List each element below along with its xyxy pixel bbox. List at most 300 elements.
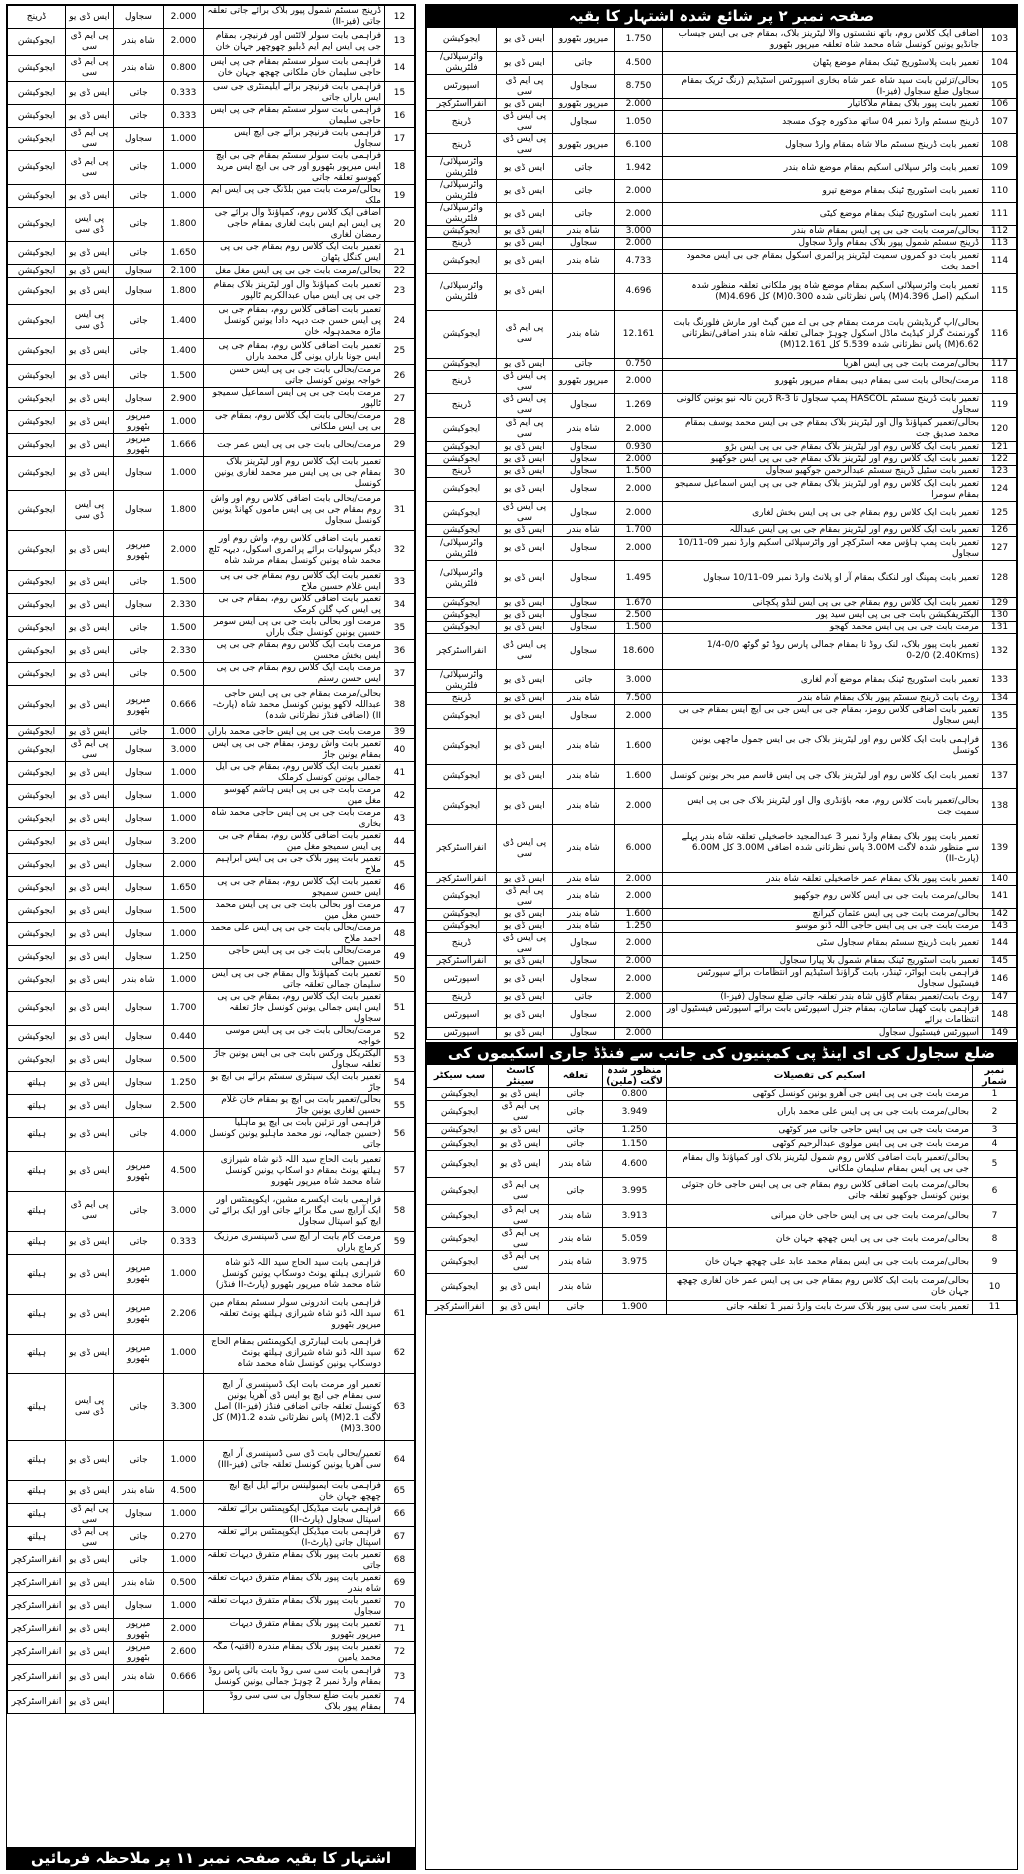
scheme-cost: 0.930 bbox=[615, 441, 663, 453]
scheme-cost: 1.000 bbox=[164, 1549, 204, 1572]
scheme-description: تعمیر بابت ایک کلاس روم بمقام جی بی پی ایس غلام حسین ملاح bbox=[204, 571, 385, 594]
scheme-number: 107 bbox=[983, 111, 1017, 134]
scheme-number: 18 bbox=[385, 151, 415, 185]
scheme-number: 41 bbox=[385, 762, 415, 785]
scheme-number: 130 bbox=[983, 609, 1017, 621]
scheme-description: تعمیر بابت ایک کلاس روم اور لیٹرینز بلاک بمقام جی بی پی ایس جوکھیو bbox=[663, 454, 983, 466]
scheme-number: 62 bbox=[385, 1334, 415, 1374]
scheme-number: 64 bbox=[385, 1440, 415, 1480]
scheme-cost: 0.800 bbox=[164, 55, 204, 82]
scheme-sub-sector: ایجوکیشن bbox=[427, 728, 497, 764]
scheme-taluka bbox=[553, 274, 615, 310]
scheme-cost-center: ایس ڈی یو bbox=[66, 808, 114, 831]
right-header-band: صفحہ نمبر ۲ پر شائع شدہ اشتہار کا بقیہ bbox=[426, 5, 1017, 27]
scheme-row bbox=[427, 1101, 1017, 1124]
scheme-number: 116 bbox=[983, 310, 1017, 358]
scheme-number: 119 bbox=[983, 393, 1017, 417]
right-scheme-table bbox=[426, 27, 1017, 1040]
scheme-description: تعمیر بابت واٹرسپلائی اسکیم بمقام موضع شاہ پور ملکانی تعلقہ منظور شدہ اسکیم (اصل 4.396(M) پاس نظرثانی شدہ 0.300(M) کل 4.696(M) bbox=[663, 274, 983, 310]
scheme-row bbox=[8, 1641, 415, 1664]
scheme-row bbox=[427, 704, 1017, 728]
scheme-description: تعمیر بابت اضافی کلاس رومز، بمقام جی بی ایس جی بی ایچ ایس بمقام جی بی ایس سجاول bbox=[663, 704, 983, 728]
scheme-sub-sector: ایجوکیشن bbox=[427, 1101, 493, 1124]
scheme-description: فراہمی بابت ایواٹر، ٹینڈر، بابت گراؤنڈ اسٹیڈیم اور انتظامات برائے سپورٹس فیسٹیول سجاول bbox=[663, 967, 983, 991]
scheme-cost: 2.000 bbox=[164, 531, 204, 571]
scheme-number: 44 bbox=[385, 831, 415, 854]
scheme-description: مرمت/بحالی بابت جی بی پی ایس موسی خواجہ bbox=[204, 1026, 385, 1049]
scheme-taluka: جاتی bbox=[553, 52, 615, 75]
scheme-number: 1 bbox=[973, 1087, 1017, 1101]
scheme-taluka: سجاول bbox=[553, 955, 615, 967]
scheme-row bbox=[8, 1572, 415, 1595]
scheme-taluka: جاتی bbox=[114, 1192, 164, 1232]
scheme-number: 136 bbox=[983, 728, 1017, 764]
scheme-description: تعمیر بابت ایک سینٹری سسٹم برائے بی ایچ یو جاڑ bbox=[204, 1072, 385, 1095]
scheme-cost: 1.250 bbox=[603, 1124, 667, 1138]
scheme-taluka: سجاول bbox=[553, 1003, 615, 1027]
scheme-cost-center: ایس ڈی یو bbox=[493, 1151, 549, 1178]
column-header: تعلقہ bbox=[549, 1064, 603, 1087]
scheme-taluka: جاتی bbox=[114, 663, 164, 686]
scheme-sub-sector: ایجوکیشن bbox=[8, 531, 66, 571]
scheme-sub-sector: ہیلتھ bbox=[8, 1526, 66, 1549]
scheme-number: 13 bbox=[385, 29, 415, 56]
scheme-description: تعمیر بابت پلاسٹوریج ٹینک بمقام موضع پٹھان bbox=[663, 52, 983, 75]
scheme-taluka: جاتی bbox=[549, 1101, 603, 1124]
scheme-taluka: شاہ بندر bbox=[114, 1480, 164, 1503]
scheme-sub-sector: واٹرسپلائی/فلٹریشن bbox=[427, 537, 497, 561]
scheme-row bbox=[8, 923, 415, 946]
scheme-taluka: شاہ بندر bbox=[553, 873, 615, 885]
scheme-sub-sector: ہیلتھ bbox=[8, 1294, 66, 1334]
scheme-number: 135 bbox=[983, 704, 1017, 728]
scheme-description: مرمت بابت جی بی پی ایس اسماعیل سمیجو ٹالپور bbox=[204, 388, 385, 411]
scheme-taluka bbox=[114, 1691, 164, 1714]
scheme-cost: 2.330 bbox=[164, 594, 204, 617]
scheme-row bbox=[8, 105, 415, 128]
scheme-sub-sector: ڈرینج bbox=[427, 692, 497, 704]
scheme-number: 72 bbox=[385, 1641, 415, 1664]
scheme-taluka: میرپور بٹھورو bbox=[114, 1294, 164, 1334]
scheme-taluka: شاہ بندر bbox=[553, 885, 615, 908]
scheme-taluka: شاہ بندر bbox=[553, 908, 615, 920]
scheme-description: فراہمی بابت ایک کلاس روم اور لیٹرینز بلاک جی بی ایس جمول ماچھی یونین کونسل bbox=[663, 728, 983, 764]
scheme-number: 9 bbox=[973, 1251, 1017, 1274]
scheme-cost-center: پی ایم ڈی سی bbox=[66, 29, 114, 56]
scheme-cost: 3.913 bbox=[603, 1205, 667, 1228]
scheme-row bbox=[427, 991, 1017, 1003]
scheme-number: 121 bbox=[983, 441, 1017, 453]
scheme-cost: 2.000 bbox=[615, 789, 663, 825]
scheme-cost-center: ایس ڈی یو bbox=[493, 1124, 549, 1138]
scheme-cost-center: ایس ڈی یو bbox=[497, 478, 553, 502]
scheme-number: 65 bbox=[385, 1480, 415, 1503]
scheme-cost: 2.600 bbox=[164, 1641, 204, 1664]
scheme-taluka: جاتی bbox=[549, 1301, 603, 1315]
scheme-number: 22 bbox=[385, 265, 415, 278]
scheme-taluka: سجاول bbox=[114, 739, 164, 762]
scheme-description: بحالی/مرمت بابت جی پی ایس عثمان کیرانچ bbox=[663, 908, 983, 920]
scheme-cost: 3.000 bbox=[164, 739, 204, 762]
scheme-description: تعمیر بابت پیور بلاک بمقام عمر خاصخیلی تعلقہ شاہ بندر bbox=[663, 873, 983, 885]
scheme-sub-sector: ایجوکیشن bbox=[427, 310, 497, 358]
scheme-description: اضافی ایک کلاس روم، باتھ نشستوں والا لیٹرینز بلاک، بمقام جی بی ایس جیساب جانڈیو یونین کونسل شاہ محمد شاہ تعلقہ میرپور بٹھورو bbox=[663, 28, 983, 52]
scheme-cost: 4.696 bbox=[615, 274, 663, 310]
scheme-number: 141 bbox=[983, 885, 1017, 908]
scheme-cost: 2.000 bbox=[615, 180, 663, 203]
scheme-sub-sector: ایجوکیشن bbox=[427, 609, 497, 621]
scheme-number: 148 bbox=[983, 1003, 1017, 1027]
scheme-row bbox=[427, 537, 1017, 561]
scheme-cost: 7.500 bbox=[615, 692, 663, 704]
scheme-sub-sector: اسپورٹس bbox=[427, 1027, 497, 1039]
scheme-description: بحالی/مرمت بابت جی بی پی ایس چھچھ جہان خان bbox=[667, 1228, 973, 1251]
scheme-description: بحالی/تزئین بابت سید شاہ عمر شاہ بخاری اسپورٹس اسٹیڈیم (رنگ ٹریک بمقام سجاول ضلع سجاول (فیز-I) bbox=[663, 75, 983, 99]
scheme-sub-sector: واٹرسپلائی/فلٹریشن bbox=[427, 669, 497, 692]
scheme-number: 10 bbox=[973, 1274, 1017, 1301]
scheme-cost: 1.000 bbox=[164, 923, 204, 946]
scheme-taluka: سجاول bbox=[114, 388, 164, 411]
scheme-taluka: شاہ بندر bbox=[553, 825, 615, 873]
scheme-description: فراہمی بابت سی سی روڈ بابت بائی پاس روڈ بمقام وارڈ نمبر 2 چوہڑ جمالی یونین کونسل bbox=[204, 1664, 385, 1691]
scheme-row bbox=[427, 180, 1017, 203]
scheme-row bbox=[427, 1124, 1017, 1138]
scheme-cost: 4.500 bbox=[615, 52, 663, 75]
scheme-cost-center: ایس ڈی یو bbox=[497, 789, 553, 825]
scheme-cost: 1.000 bbox=[164, 1503, 204, 1526]
scheme-row bbox=[427, 908, 1017, 920]
scheme-cost-center: ایس ڈی یو bbox=[497, 537, 553, 561]
scheme-description: ڈرینج سسٹم وارڈ نمبر 04 ساتھ مذکورہ چوک مسجد bbox=[663, 111, 983, 134]
scheme-taluka: جاتی bbox=[114, 338, 164, 365]
scheme-cost: 2.000 bbox=[164, 6, 204, 29]
scheme-sub-sector: ایجوکیشن bbox=[8, 663, 66, 686]
scheme-description: تعمیر بابت سٹیل ڈرینج سسٹم عبدالرحمن جوکھیو سجاول bbox=[663, 466, 983, 478]
scheme-number: 46 bbox=[385, 877, 415, 900]
scheme-row bbox=[8, 854, 415, 877]
continued-footer-band: اشتہار کا بقیہ صفحہ نمبر ۱۱ پر ملاحظہ فرمائیں bbox=[7, 1847, 415, 1869]
scheme-number: 71 bbox=[385, 1618, 415, 1641]
scheme-number: 139 bbox=[983, 825, 1017, 873]
scheme-cost: 0.333 bbox=[164, 1231, 204, 1254]
scheme-row bbox=[427, 789, 1017, 825]
scheme-number: 125 bbox=[983, 502, 1017, 525]
scheme-sub-sector: ایجوکیشن bbox=[8, 571, 66, 594]
scheme-cost: 1.800 bbox=[164, 278, 204, 305]
scheme-description: فراہمی بابت اندرونی سولر سسٹم بمقام مین سید اللہ ڈنو شاہ شیرازی ہیلتھ یونٹ تعلقہ میرپور بٹھورو bbox=[204, 1294, 385, 1334]
scheme-cost-center: ایس ڈی یو bbox=[497, 525, 553, 537]
scheme-cost: 2.000 bbox=[615, 885, 663, 908]
scheme-cost-center: پی ایس ڈی سی bbox=[497, 393, 553, 417]
scheme-number: 53 bbox=[385, 1049, 415, 1072]
scheme-number: 124 bbox=[983, 478, 1017, 502]
scheme-taluka: سجاول bbox=[553, 393, 615, 417]
scheme-sub-sector: ایجوکیشن bbox=[8, 304, 66, 338]
scheme-cost-center: ایس ڈی یو bbox=[497, 609, 553, 621]
scheme-cost: 1.250 bbox=[615, 920, 663, 932]
scheme-cost-center: ایس ڈی یو bbox=[497, 669, 553, 692]
scheme-cost-center: ایس ڈی یو bbox=[66, 1072, 114, 1095]
scheme-row bbox=[8, 1152, 415, 1192]
scheme-cost: 1.000 bbox=[164, 128, 204, 151]
scheme-taluka: شاہ بندر bbox=[549, 1274, 603, 1301]
scheme-description: تعمیر بابت ضلع سجاول بی سی سی روڈ بمقام پیور بلاک bbox=[204, 1691, 385, 1714]
scheme-taluka: جاتی bbox=[549, 1124, 603, 1138]
scheme-row bbox=[8, 663, 415, 686]
scheme-description: تعمیر بابت پیور بلاک، لنک روڈ تا بمقام جمالی پارس روڈ ٹو گوٹھ 0/0-1/4 (2.40Kms) 0-2/0 bbox=[663, 633, 983, 669]
scheme-cost-center: ایس ڈی یو bbox=[497, 991, 553, 1003]
scheme-number: 59 bbox=[385, 1231, 415, 1254]
scheme-description: تعمیر بابت ایک کلاس روم اور لیٹرینز بلاک جی پی ایس قاسم میر بحر یونین کونسل bbox=[663, 765, 983, 789]
scheme-cost: 12.161 bbox=[615, 310, 663, 358]
scheme-taluka: میرپور بٹھورو bbox=[114, 1254, 164, 1294]
scheme-cost-center: پی ایس ڈی سی bbox=[66, 1374, 114, 1440]
scheme-cost: 1.750 bbox=[615, 28, 663, 52]
scheme-row bbox=[8, 304, 415, 338]
scheme-description: مرمت اور بحالی بابت جی بی پی ایس محمد حسن مغل مین bbox=[204, 900, 385, 923]
scheme-sub-sector: ہیلتھ bbox=[8, 1152, 66, 1192]
scheme-cost-center: پی ایس ڈی سی bbox=[497, 502, 553, 525]
scheme-sub-sector: ایجوکیشن bbox=[427, 1228, 493, 1251]
scheme-taluka: سجاول bbox=[114, 1503, 164, 1526]
scheme-sub-sector: ایجوکیشن bbox=[8, 923, 66, 946]
scheme-cost-center: ایس ڈی یو bbox=[66, 1334, 114, 1374]
scheme-description: بحالی/تعمیر کمپاؤنڈ وال اور لیٹرینز بلاک بمقام جی بی ایس محمد یوسف بمقام محمد صدیق جت bbox=[663, 417, 983, 441]
scheme-cost-center: پی ایم ڈی سی bbox=[493, 1178, 549, 1205]
scheme-cost: 3.000 bbox=[615, 669, 663, 692]
scheme-taluka: جاتی bbox=[114, 617, 164, 640]
scheme-cost: 3.200 bbox=[164, 831, 204, 854]
scheme-description: مرمت/بحالی بابت جی بی پی ایس حسن خواجہ یونین کونسل جاتی bbox=[204, 365, 385, 388]
scheme-number: 137 bbox=[983, 765, 1017, 789]
scheme-description: بحالی/مرمت بابت اضافی کلاس روم بمقام جی بی پی ایس حاجی خان جتوئی یونین کونسل جوکھیو تعلقہ جاتی bbox=[667, 1178, 973, 1205]
scheme-description: بحالی/مرمت بابت جی بی ایس بمقام محمد عابد علی چھچھ جہان خان bbox=[667, 1251, 973, 1274]
scheme-cost: 2.000 bbox=[615, 370, 663, 393]
scheme-cost-center: ایس ڈی یو bbox=[66, 969, 114, 992]
sub-header-band: ضلع سجاول کی ای اینڈ پی کمپنیوں کی جانب سے فنڈڈ جاری اسکیموں کی تفصیلات bbox=[426, 1042, 1017, 1064]
scheme-number: 37 bbox=[385, 663, 415, 686]
scheme-description: مرمت/بحالی بابت جی بی پی ایس علی محمد احمد ملاح bbox=[204, 923, 385, 946]
scheme-cost: 1.050 bbox=[615, 111, 663, 134]
scheme-number: 140 bbox=[983, 873, 1017, 885]
scheme-row bbox=[8, 434, 415, 457]
scheme-cost-center: ایس ڈی یو bbox=[66, 663, 114, 686]
scheme-row bbox=[8, 1480, 415, 1503]
scheme-sub-sector: ڈرینج bbox=[427, 991, 497, 1003]
scheme-cost-center: ایس ڈی یو bbox=[497, 967, 553, 991]
scheme-row bbox=[8, 388, 415, 411]
scheme-cost-center: پی ایم ڈی سی bbox=[497, 417, 553, 441]
scheme-number: 6 bbox=[973, 1178, 1017, 1205]
scheme-cost-center: ایس ڈی یو bbox=[66, 785, 114, 808]
scheme-cost-center: پی ایم ڈی سی bbox=[497, 885, 553, 908]
scheme-number: 67 bbox=[385, 1526, 415, 1549]
scheme-number: 70 bbox=[385, 1595, 415, 1618]
scheme-cost: 3.300 bbox=[164, 1374, 204, 1440]
scheme-row bbox=[8, 265, 415, 278]
scheme-taluka: سجاول bbox=[114, 278, 164, 305]
scheme-taluka: جاتی bbox=[553, 180, 615, 203]
scheme-taluka: شاہ بندر bbox=[114, 29, 164, 56]
scheme-taluka: جاتی bbox=[549, 1137, 603, 1151]
scheme-number: 142 bbox=[983, 908, 1017, 920]
scheme-sub-sector: ایجوکیشن bbox=[427, 1178, 493, 1205]
scheme-number: 28 bbox=[385, 411, 415, 434]
scheme-sub-sector: واٹرسپلائی/فلٹریشن bbox=[427, 203, 497, 226]
scheme-cost-center: ایس ڈی یو bbox=[66, 1294, 114, 1334]
scheme-taluka: سجاول bbox=[114, 785, 164, 808]
scheme-row bbox=[8, 128, 415, 151]
scheme-sub-sector: انفرااسٹرکچر bbox=[8, 1595, 66, 1618]
scheme-sub-sector: ایجوکیشن bbox=[8, 82, 66, 105]
scheme-sub-sector: ایجوکیشن bbox=[8, 278, 66, 305]
scheme-taluka: سجاول bbox=[114, 992, 164, 1026]
scheme-row bbox=[8, 739, 415, 762]
scheme-description: مرمت کام بابت آر ایچ سی ڈسپنسری مرزیک کرماچ باراں bbox=[204, 1231, 385, 1254]
scheme-taluka: میرپور بٹھورو bbox=[553, 370, 615, 393]
scheme-taluka: سجاول bbox=[114, 877, 164, 900]
scheme-number: 11 bbox=[973, 1301, 1017, 1315]
scheme-description: تعمیر بابت ایک کلاس روم بمقام جی بی پی ایس لنڈو پکچانی bbox=[663, 597, 983, 609]
scheme-number: 108 bbox=[983, 134, 1017, 157]
scheme-description: تعمیر بابت اضافی کلاس روم، بمقام جی بی پی ایس کپ گلن کرمک bbox=[204, 594, 385, 617]
scheme-cost: 1.150 bbox=[603, 1137, 667, 1151]
scheme-number: 12 bbox=[385, 6, 415, 29]
scheme-taluka: سجاول bbox=[553, 454, 615, 466]
scheme-description: تعمیر بابت پیور بلاک بمقام ملاکاتیار bbox=[663, 99, 983, 111]
scheme-description: فراہمی بابت فرنیچر برائے ایلیمنٹری جی سی ایس باراں جاتی bbox=[204, 82, 385, 105]
scheme-row bbox=[8, 1026, 415, 1049]
scheme-cost: 1.666 bbox=[164, 434, 204, 457]
scheme-row bbox=[8, 278, 415, 305]
scheme-row bbox=[8, 1549, 415, 1572]
scheme-number: 38 bbox=[385, 686, 415, 726]
scheme-cost: 1.650 bbox=[164, 877, 204, 900]
scheme-cost: 1.495 bbox=[615, 561, 663, 597]
scheme-cost: 2.000 bbox=[615, 967, 663, 991]
scheme-cost-center: ایس ڈی یو bbox=[66, 278, 114, 305]
scheme-number: 47 bbox=[385, 900, 415, 923]
scheme-cost: 4.733 bbox=[615, 250, 663, 274]
scheme-number: 143 bbox=[983, 920, 1017, 932]
scheme-sub-sector: ایجوکیشن bbox=[8, 151, 66, 185]
scheme-cost-center: ایس ڈی یو bbox=[66, 1231, 114, 1254]
scheme-taluka: سجاول bbox=[114, 594, 164, 617]
scheme-number: 30 bbox=[385, 457, 415, 491]
scheme-cost-center: ایس ڈی یو bbox=[497, 908, 553, 920]
scheme-cost: 1.700 bbox=[615, 525, 663, 537]
scheme-row bbox=[427, 238, 1017, 250]
scheme-sub-sector: ایجوکیشن bbox=[427, 1087, 493, 1101]
scheme-number: 31 bbox=[385, 491, 415, 531]
scheme-row bbox=[8, 1192, 415, 1232]
scheme-row bbox=[427, 955, 1017, 967]
scheme-row bbox=[8, 1334, 415, 1374]
scheme-description: تعمیر بابت کمپاؤنڈ وال بمقام جی بی پی ایس سلیمان جمالی تعلقہ جاتی bbox=[204, 969, 385, 992]
scheme-row bbox=[427, 358, 1017, 370]
scheme-cost-center: ایس ڈی یو bbox=[66, 725, 114, 738]
scheme-row bbox=[427, 502, 1017, 525]
scheme-sub-sector: ایجوکیشن bbox=[8, 617, 66, 640]
scheme-row bbox=[8, 762, 415, 785]
scheme-row bbox=[8, 1231, 415, 1254]
scheme-cost-center: ایس ڈی یو bbox=[66, 1049, 114, 1072]
scheme-row bbox=[8, 992, 415, 1026]
scheme-sub-sector: ایجوکیشن bbox=[427, 250, 497, 274]
scheme-cost-center: ایس ڈی یو bbox=[66, 1254, 114, 1294]
scheme-row bbox=[8, 1072, 415, 1095]
scheme-row bbox=[8, 571, 415, 594]
scheme-row bbox=[8, 1503, 415, 1526]
scheme-number: 123 bbox=[983, 466, 1017, 478]
eandp-scheme-table bbox=[426, 1064, 1017, 1315]
scheme-row bbox=[427, 111, 1017, 134]
scheme-taluka: سجاول bbox=[553, 75, 615, 99]
scheme-description: تعمیر بابت پیور بلاک بمقام متفرق دیہات تعلقہ جاتی bbox=[204, 1549, 385, 1572]
scheme-sub-sector: انفرااسٹرکچر bbox=[427, 955, 497, 967]
scheme-description: تعمیر/بحالی بابت ڈی سی ڈسپنسری آر ایچ سی آھریا یونین کونسل تعلقہ جاتی (فیز-III) bbox=[204, 1440, 385, 1480]
scheme-cost: 1.400 bbox=[164, 304, 204, 338]
scheme-cost: 3.000 bbox=[615, 226, 663, 238]
scheme-row bbox=[427, 99, 1017, 111]
scheme-description: تعمیر بابت پیور بلاک بمقام متفرق دیہات تعلقہ شاہ بندر bbox=[204, 1572, 385, 1595]
scheme-cost: 8.750 bbox=[615, 75, 663, 99]
scheme-cost: 4.000 bbox=[164, 1118, 204, 1152]
scheme-cost-center: ایس ڈی یو bbox=[497, 597, 553, 609]
scheme-sub-sector: ایجوکیشن bbox=[8, 185, 66, 208]
scheme-sub-sector: ایجوکیشن bbox=[8, 594, 66, 617]
scheme-sub-sector: ایجوکیشن bbox=[8, 457, 66, 491]
scheme-cost-center: ایس ڈی یو bbox=[66, 6, 114, 29]
scheme-row bbox=[8, 185, 415, 208]
scheme-description: مرمت بابت ایک کلاس روم بمقام جی بی پی ایس بخش محسن bbox=[204, 640, 385, 663]
scheme-taluka: جاتی bbox=[114, 1440, 164, 1480]
scheme-taluka: جاتی bbox=[114, 82, 164, 105]
scheme-sub-sector: ایجوکیشن bbox=[8, 208, 66, 242]
scheme-cost-center: ایس ڈی یو bbox=[66, 946, 114, 969]
scheme-row bbox=[8, 411, 415, 434]
scheme-description: تعمیر بابت سی سی پیور بلاک سرٹ بابت وارڈ نمبر 1 تعلقہ جاتی bbox=[667, 1301, 973, 1315]
scheme-cost-center: پی ایم ڈی سی bbox=[66, 739, 114, 762]
scheme-cost-center: ایس ڈی یو bbox=[497, 28, 553, 52]
scheme-sub-sector: ڈرینج bbox=[427, 466, 497, 478]
scheme-number: 57 bbox=[385, 1152, 415, 1192]
scheme-sub-sector: ایجوکیشن bbox=[427, 597, 497, 609]
scheme-description: الیکٹریکل ورکس بابت جی بی ایس یونین جاڑ تعلقہ سجاول bbox=[204, 1049, 385, 1072]
scheme-sub-sector: ایجوکیشن bbox=[427, 454, 497, 466]
scheme-number: 39 bbox=[385, 725, 415, 738]
scheme-description: بحالی/مرمت بابت جی پی ایس آھریا bbox=[663, 358, 983, 370]
scheme-cost-center: ایس ڈی یو bbox=[497, 873, 553, 885]
scheme-cost: 3.949 bbox=[603, 1101, 667, 1124]
scheme-sub-sector: ہیلتھ bbox=[8, 1334, 66, 1374]
scheme-row bbox=[427, 226, 1017, 238]
scheme-cost: 1.800 bbox=[164, 208, 204, 242]
scheme-taluka: سجاول bbox=[553, 537, 615, 561]
scheme-row bbox=[427, 250, 1017, 274]
scheme-row bbox=[8, 457, 415, 491]
scheme-taluka: جاتی bbox=[114, 105, 164, 128]
scheme-cost: 0.333 bbox=[164, 105, 204, 128]
scheme-row bbox=[427, 466, 1017, 478]
scheme-cost: 1.000 bbox=[164, 1254, 204, 1294]
scheme-cost: 1.000 bbox=[164, 411, 204, 434]
scheme-row bbox=[8, 1049, 415, 1072]
scheme-description: فراہمی اور تزئین بابت بی ایچ یو ماہلیا (حسین جمالیہ، نور محمد ماہلیو یونین کونسل جاتی bbox=[204, 1118, 385, 1152]
scheme-row bbox=[8, 1254, 415, 1294]
scheme-taluka: میرپور بٹھورو bbox=[114, 686, 164, 726]
scheme-taluka: جاتی bbox=[553, 358, 615, 370]
